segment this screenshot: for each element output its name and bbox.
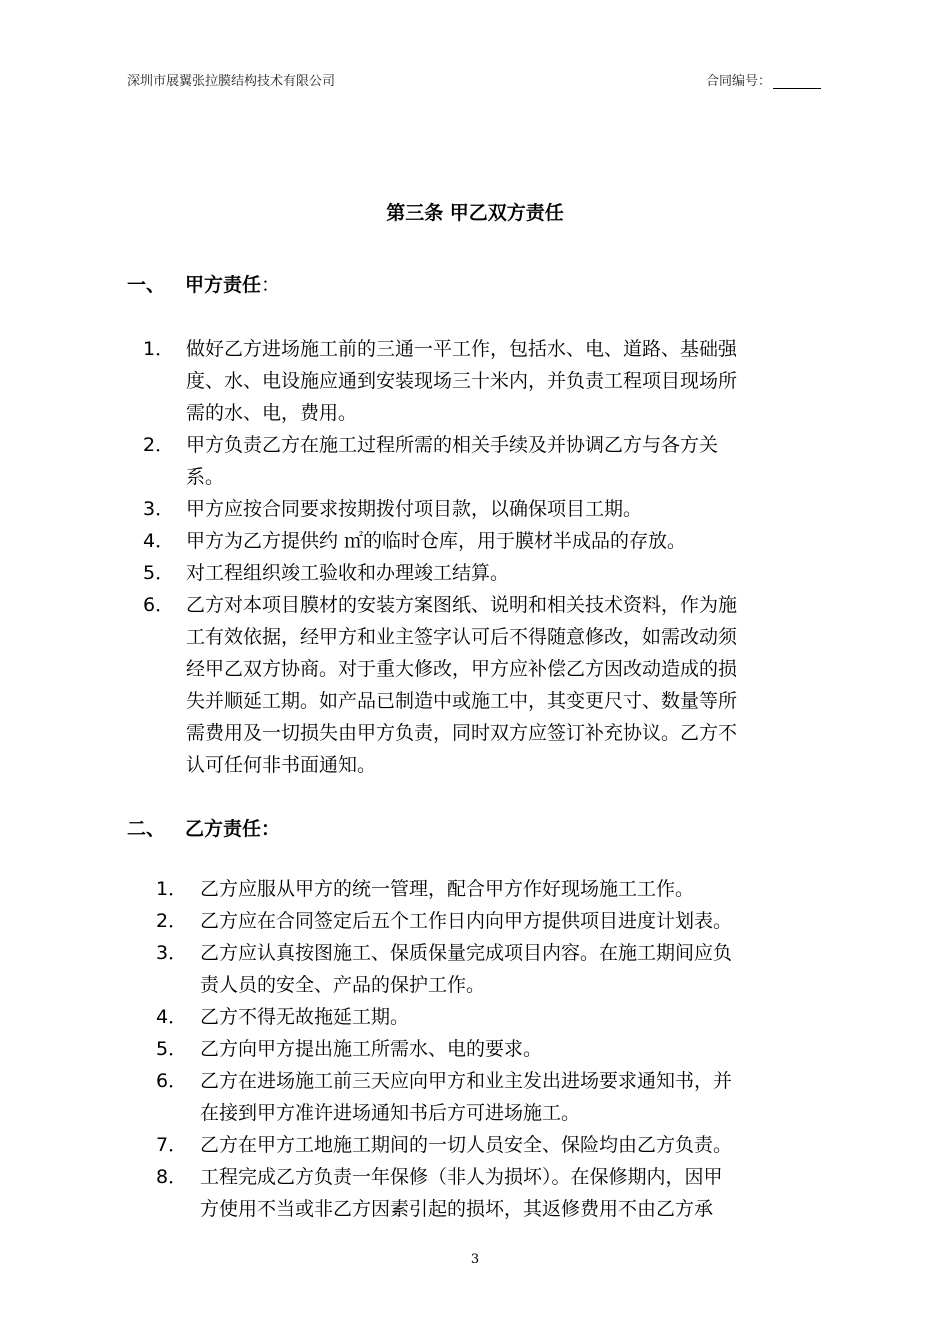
text-line: 责人员的安全、产品的保护工作。 — [200, 974, 486, 996]
list-item-text — [186, 557, 509, 589]
list-item-number: 1． — [143, 338, 175, 360]
text-line: 乙方对本项目膜材的安装方案图纸、说明和相关技术资料，作为施 — [186, 594, 738, 616]
text-line: 做好乙方进场施工前的三通一平工作，包括水、电、道路、基础强 — [186, 338, 738, 360]
header-company-name: 深圳市展翼张拉膜结构技术有限公司 — [127, 74, 336, 89]
text-line: 需的水、电，费用。 — [186, 402, 358, 424]
text-line: 乙方在进场施工前三天应向甲方和业主发出进场要求通知书，并 — [200, 1070, 733, 1092]
list-item-text — [200, 1129, 732, 1161]
list-item-text — [200, 1065, 732, 1129]
list-item-text — [186, 429, 718, 493]
section-heading-party-a — [127, 270, 280, 297]
article-title: 第三条 甲乙双方责任 — [386, 202, 564, 224]
contract-number-blank — [773, 74, 821, 89]
text-line: 度、水、电设施应通到安装现场三十米内，并负责工程项目现场所 — [186, 370, 738, 392]
list-item-number: 5． — [156, 1038, 188, 1060]
list-item-number: 5． — [143, 562, 175, 584]
list-item-number: 2． — [156, 910, 188, 932]
text-line: 认可任何非书面通知。 — [186, 754, 377, 776]
list-item-number: 7． — [156, 1134, 188, 1156]
section-label: 乙方责任： — [185, 818, 281, 840]
list-item-text — [200, 1161, 723, 1225]
text-line: 需费用及一切损失由甲方负责，同时双方应签订补充协议。乙方不 — [186, 722, 738, 744]
header-contract-number — [706, 70, 821, 89]
list-item-number: 6． — [156, 1070, 188, 1092]
text-line: 系。 — [186, 466, 225, 488]
text-line: 乙方向甲方提出施工所需水、电的要求。 — [200, 1038, 543, 1060]
section-number: 一、 — [127, 274, 166, 296]
list-item-number: 4． — [156, 1006, 188, 1028]
section-heading-party-b — [127, 814, 280, 841]
text-line: 经甲乙双方协商。对于重大修改，甲方应补偿乙方因改动造成的损 — [186, 658, 738, 680]
text-line: 工有效依据，经甲方和业主签字认可后不得随意修改，如需改动须 — [186, 626, 738, 648]
list-item-number: 3． — [156, 942, 188, 964]
contract-number-label: 合同编号： — [706, 74, 772, 89]
list-item-text — [186, 589, 737, 781]
list-item-number: 2． — [143, 434, 175, 456]
list-item-text — [186, 525, 686, 557]
list-item-number: 1． — [156, 878, 188, 900]
list-item-text — [200, 873, 694, 905]
list-item-number: 8． — [156, 1166, 188, 1188]
text-line: 方使用不当或非乙方因素引起的损坏，其返修费用不由乙方承 — [200, 1198, 714, 1220]
list-item-text — [200, 1001, 409, 1033]
text-line: 对工程组织竣工验收和办理竣工结算。 — [186, 562, 510, 584]
text-line: 工程完成乙方负责一年保修（非人为损坏）。在保修期内，因甲 — [200, 1166, 723, 1188]
section-number: 二、 — [127, 818, 166, 840]
section-colon: ： — [261, 274, 281, 296]
text-line: 乙方应服从甲方的统一管理，配合甲方作好现场施工工作。 — [200, 878, 695, 900]
list-item-text — [186, 493, 642, 525]
list-item-text — [200, 905, 732, 937]
text-line: 在接到甲方准许进场通知书后方可进场施工。 — [200, 1102, 581, 1124]
text-line: 乙方在甲方工地施工期间的一切人员安全、保险均由乙方负责。 — [200, 1134, 733, 1156]
text-line: 乙方应认真按图施工、保质保量完成项目内容。在施工期间应负 — [200, 942, 733, 964]
list-item-number: 4． — [143, 530, 175, 552]
text-line: 乙方应在合同签定后五个工作日内向甲方提供项目进度计划表。 — [200, 910, 733, 932]
text-line: 甲方应按合同要求按期拨付项目款，以确保项目工期。 — [186, 498, 643, 520]
text-line: 乙方不得无故拖延工期。 — [200, 1006, 410, 1028]
list-item-number: 3． — [143, 498, 175, 520]
list-item-text — [200, 937, 732, 1001]
section-label: 甲方责任 — [185, 274, 262, 296]
text-line: 甲方为乙方提供约 ㎡的临时仓库，用于膜材半成品的存放。 — [186, 530, 687, 552]
list-item-text — [200, 1033, 542, 1065]
list-item-number: 6． — [143, 594, 175, 616]
text-line: 甲方负责乙方在施工过程所需的相关手续及并协调乙方与各方关 — [186, 434, 719, 456]
list-item-text — [186, 333, 737, 429]
page-number: 3 — [470, 1252, 480, 1267]
text-line: 失并顺延工期。如产品已制造中或施工中，其变更尺寸、数量等所 — [186, 690, 738, 712]
